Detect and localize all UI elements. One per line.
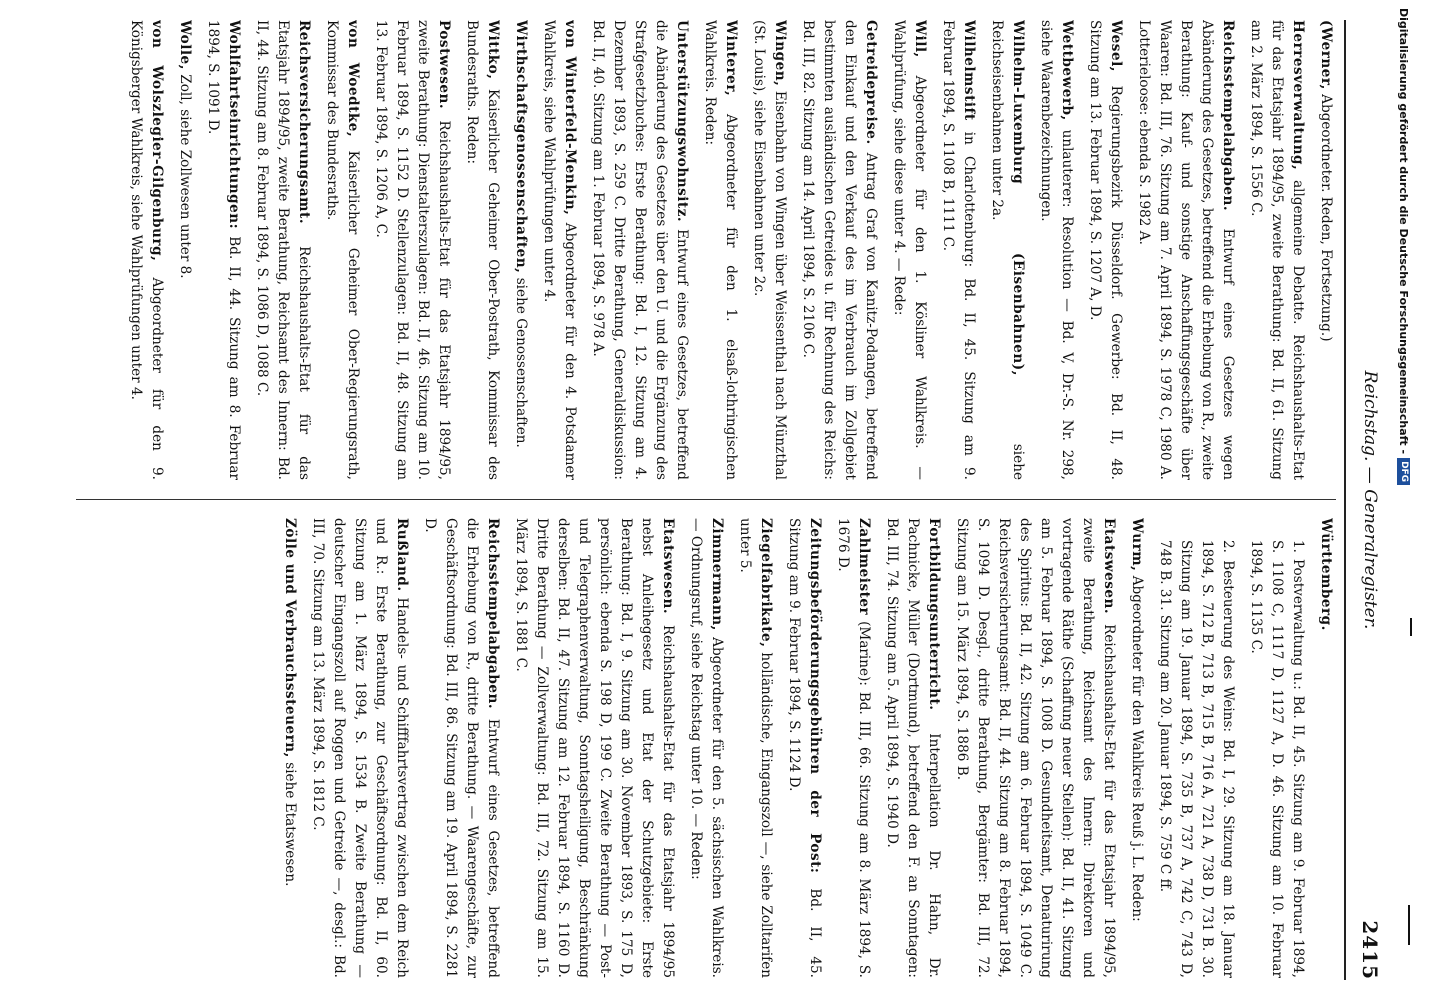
entry-text: allgemeine Debatte. Reichshaushalts-Etat für das Etatsjahr 1894/95, zweite Berathung: Bd. II, 61. Sitzung am 2. März 1894, S. 1556 C. [1248, 20, 1306, 480]
entry-keyword: Wilhelm-Luxemburg (Eisenbahnen), [1010, 20, 1026, 376]
register-entry [783, 518, 825, 978]
left-column [76, 20, 1336, 480]
register-entry [1245, 20, 1308, 480]
register-entry [1035, 20, 1077, 480]
register-entry [461, 20, 503, 480]
entry-text: Bd. II, 45. Sitzung am 9. Februar 1894, S. 1124 D. [786, 518, 823, 978]
register-entry [419, 518, 503, 978]
entry-keyword: von Wolszlegier-Gilgenburg, [149, 20, 165, 262]
entry-keyword: Wittko, [485, 20, 501, 80]
register-entry [510, 20, 531, 480]
entry-keyword: Zahlmeister [856, 518, 872, 616]
register-entry [1154, 518, 1238, 978]
running-title: Reichstag. — Generalregister. [1360, 370, 1380, 630]
rotated-printed-page [42, 20, 1392, 980]
digitization-note [1396, 8, 1412, 992]
entry-keyword: Getreidepreise. [863, 20, 879, 145]
entry-keyword: Wingen, [772, 20, 788, 87]
scan-speck [1410, 618, 1412, 636]
register-entry [685, 518, 727, 978]
register-entry [202, 20, 244, 480]
entry-text: Abgeordneter für den Wahlkreis Reuß j. L. Reden: [1129, 575, 1145, 922]
entry-keyword: Reichsstempelabgaben. [1220, 20, 1236, 212]
register-entry [748, 20, 790, 480]
entry-keyword: Zimmermann, [709, 518, 725, 631]
entry-text: Entwurf eines Gesetzes wegen Abänderung des Gesetzes, betreffend die Erhebung von R., zweite Berathung: Kauf- und sonstige Anschaffungsgeschäfte über Waaren: Bd. III, 76. Sitzung am 7. April 1894, S. 1978 C, 1980 A. Lotterieloose: ebenda S. 1982 A. [1136, 20, 1236, 480]
entry-text: Zoll, siehe Zollwesen unter 8. [177, 74, 193, 279]
register-entry [587, 20, 692, 480]
entry-keyword: Unterstützungswohnsitz. [674, 20, 690, 223]
entry-keyword: Etatswesen. [660, 518, 676, 615]
entry-text: Interpellation Dr. Hahn, Dr. Pachnicke, Müller (Dortmund), betreffend den F. an Sonntagen: Bd. III, 74. Sitzung am 5. April 1894, S. 1940 D. [884, 518, 942, 978]
entry-keyword: Herresverwaltung, [1290, 20, 1306, 171]
entry-keyword: Wohlfahrtseinrichtungen: [226, 20, 242, 230]
entry-text: Abgeordneter. Reden, Fortsetzung.) [1318, 94, 1334, 342]
entry-text: Reichshaushalts-Etat für das Etatsjahr 1894/95 nebst Anleihegesetz und Etat der Schutzgebiete: Erste Berathung: Bd. I, 9. Sitzung am 30. November 1893, S. 175 D, persönlich: ebenda S. 198 D, 199 C. Zweite Berathung — Post- und Telegraphenverwaltung, Sonntagsheiligung, Beschränkung derselben: Bd. II, 47. Sitzung am 12. Februar 1894, S. 1160 D. Dritte Berathung — Zollverwaltung: Bd. III, 72. Sitzung am 15. März 1894, S. 1881 C. [513, 518, 676, 978]
register-entry [881, 518, 944, 978]
register-entry [251, 20, 314, 480]
register-entry [370, 20, 454, 480]
register-entry [307, 518, 412, 978]
entry-keyword: Ziegelfabrikate, [758, 518, 774, 648]
entry-text: Eisenbahn von Wingen über Weissenthal nach Münzthal (St. Louis), siehe Eisenbahnen unter 2c. [751, 20, 788, 480]
entry-text: siehe Reichseisenbahnen unter 2a. [989, 20, 1026, 480]
entry-text: Entwurf eines Gesetzes, betreffend die Erhebung von R., dritte Berathung. — Waarengeschäfte, zur Geschäftsordnung: Bd. III, 86. Sitzung am 19. April 1894, S. 2281 D. [422, 518, 501, 978]
entry-text: Abgeordneter für den 9. Königsberger Wahlkreis, siehe Wahlprüfungen unter 4. [128, 20, 165, 480]
register-entry [1315, 20, 1336, 480]
entry-keyword: Reichsstempelabgaben. [485, 518, 501, 710]
entry-keyword: Zölle und Verbrauchssteuern, [282, 518, 298, 758]
register-entry [510, 518, 678, 978]
entry-text: Abgeordneter für den 1. elsaß-lothringischen Wahlkreis. Reden: [702, 20, 739, 480]
entry-text: Reichshaushalts-Etat für das Etatsjahr 1894/95, zweite Berathung, Reichsamt des Innern: Direktoren und vortragende Räthe (Schaffung neuer Stellen): Bd. II, 41. Sitzung am 5. Februar 1894, S. 1008 D. Gesundheitsamt, Denaturirung des Spiritus: Bd. II, 42. Sitzung am 6. Februar 1894, S. 1049 C. Reichsversicherungsamt: Bd. II, 44. Sitzung am 8. Februar 1894, S. 1094 D. Desgl., dritte Berathung, Bergämter: Bd. III, 72. Sitzung am 15. März 1894, S. 1886 B. [954, 518, 1117, 978]
entry-text: Antrag Graf von Kanitz-Podangen, betreffend den Einkauf und den Verkauf des im Verbrauch im Zollgebiet bestimmten ausländischen Getreides u. für Rechnung des Reichs: Bd. III, 82. Sitzung am 14. April 1894, S. 2106 C. [800, 20, 879, 480]
register-entry [279, 518, 300, 978]
entry-keyword: Reichsversicherungsamt. [296, 20, 312, 225]
entry-text: Reichshaushalts-Etat für das Etatsjahr 1894/95, zweite Berathung: Dienstalterszulagen: Bd. II, 46. Sitzung am 10. Februar 1894, S. 1152 D. Stellenzulagen: Bd. II, 48. Sitzung am 13. Februar 1894, S. 1206 A, C. [373, 20, 452, 480]
entry-text: Bd. II, 44. Sitzung am 8. Februar 1894, S. 1091 D. [205, 20, 242, 480]
entry-keyword: Will, [912, 20, 928, 58]
register-entry [888, 20, 930, 480]
entry-keyword: Rußland. [394, 518, 410, 592]
page-number: 2415 [1358, 920, 1382, 980]
entry-keyword: (Werner, [1318, 20, 1334, 90]
register-entry [174, 20, 195, 480]
entry-text: siehe Genossenschaften. [513, 277, 529, 448]
entry-keyword: Fortbildungsunterricht. [926, 518, 942, 711]
register-entry [1133, 20, 1238, 480]
entry-text: Abgeordneter für den 5. sächsischen Wahlkreis. — Ordnungsruf, siehe Reichstag unter 10. — Reden: [688, 518, 725, 978]
entry-keyword: Wilhelmstift [961, 20, 977, 121]
entry-keyword: Winterer, [723, 20, 739, 97]
scan-speck [1408, 905, 1410, 945]
entry-keyword: Postwesen. [436, 20, 452, 110]
entry-text: unlauterer: Resolution — Bd. V, Dr.-S. Nr. 298, siehe Waarenbezeichnungen. [1038, 20, 1075, 480]
register-entry [951, 518, 1119, 978]
entry-text: Abgeordneter für den 4. Potsdamer Wahlkreis, siehe Wahlprüfungen unter 4. [541, 20, 578, 480]
entry-text: 1. Postverwaltung u.: Bd. II, 45. Sitzung am 9. Februar 1894, S. 1108 C, 1117 D, 1127 A, D. 46. Sitzung am 10. Februar 1894, S. 1135 C. [1248, 540, 1306, 978]
entry-keyword: Wolle, [177, 20, 193, 70]
entry-text: Kaiserlicher Geheimer Ober-Postrath, Kommissar des Bundesraths. Reden: [464, 20, 501, 480]
register-entry [1315, 518, 1336, 978]
entry-keyword: Zeitungsbeförderungsgebühren der Post: [807, 518, 823, 874]
entry-text: Kaiserlicher Geheimer Ober-Regierungsrath, Kommissar des Bundesraths. [324, 20, 361, 480]
register-entry [699, 20, 741, 480]
register-entry [1126, 518, 1147, 978]
two-column-body [76, 20, 1336, 980]
register-entry [538, 20, 580, 480]
entry-text: Abgeordneter für den 1. Kösliner Wahlkreis. — Wahlprüfung, siehe diese unter 4. — Rede: [891, 20, 928, 480]
register-entry [1084, 20, 1126, 480]
entry-keyword: Wirthschaftsgenossenschaften, [513, 20, 529, 274]
entry-text: (Marine): Bd. III, 66. Sitzung am 8. März 1894, S. 1676 D. [835, 518, 872, 978]
entry-text: Regierungsbezirk Düsseldorf. Gewerbe: Bd. II, 48. Sitzung am 13. Februar 1894, S. 1207 A, D. [1087, 20, 1124, 480]
register-entry [321, 20, 363, 480]
register-entry [797, 20, 881, 480]
dfg-logo: DFG [1398, 458, 1411, 485]
register-entry [125, 20, 167, 480]
entry-text: Reichshaushalts-Etat für das Etatsjahr 1894/95, zweite Berathung, Reichsamt des Innern: Bd. II, 44. Sitzung am 8. Februar 1894, S. 1086 D, 1088 C. [254, 20, 312, 480]
entry-keyword: von Winterfeld-Menkin, [562, 20, 578, 216]
entry-text: 2. Besteuerung des Weins: Bd. I, 29. Sitzung am 18. Januar 1894, S. 712 B, 713 B, 715 B, 716 A, 721 A, 738 D, 731 B. 30. Sitzung am 19. Januar 1894, S. 735 B, 737 A, 742 C, 743 D, 748 B. 31. Sitzung am 20. Januar 1894, S. 759 C ff. [1157, 540, 1236, 978]
register-entry [734, 518, 776, 978]
entry-keyword: Etatswesen. [1101, 518, 1117, 615]
entry-keyword: von Woedtke, [345, 20, 361, 138]
entry-keyword: Wettbewerb, [1059, 20, 1075, 121]
entry-keyword: Württemberg. [1318, 518, 1334, 631]
entry-text: siehe Etatswesen. [282, 762, 298, 887]
register-entry [832, 518, 874, 978]
right-column [76, 518, 1336, 978]
entry-keyword: Wesel, [1108, 20, 1124, 73]
entry-keyword: Wurm, [1129, 518, 1145, 572]
entry-text: Handels- und Schifffahrtsvertrag zwischen dem Reich und R.: Erste Berathung, zur Geschäftsordnung: Bd. II, 60. Sitzung am 1. März 1894, S. 1534 B. Zweite Berathung — deutscher Eingangszoll auf Roggen und Getreide —, desgl.: Bd. III, 70. Sitzung am 13. März 1894, S. 1812 C. [310, 518, 410, 978]
page-header [1344, 20, 1392, 980]
column-divider [76, 499, 1336, 500]
digitization-text: Digitalisierung gefördert durch die Deutsche Forschungsgemeinschaft - [1397, 8, 1411, 455]
entry-text: in Charlottenburg: Bd. II, 45. Sitzung am 9. Februar 1894, S. 1108 B, 1111 C. [940, 20, 977, 480]
register-entry [1245, 518, 1308, 978]
entry-text: Entwurf eines Gesetzes, betreffend die Abänderung des Gesetzes über den U. und die Ergänzung des Strafgesetzbuches: Erste Berathung: Bd. I, 12. Sitzung am 4. Dezember 1893, S. 259 C. Dritte Berathung, Generaldiskussion: Bd. II, 40. Sitzung am 1. Februar 1894, S. 978 A. [590, 20, 690, 480]
register-entry [937, 20, 979, 480]
entry-text: holländische, Eingangszoll —, siehe Zolltarifen unter 5. [737, 518, 774, 978]
register-entry [986, 20, 1028, 480]
